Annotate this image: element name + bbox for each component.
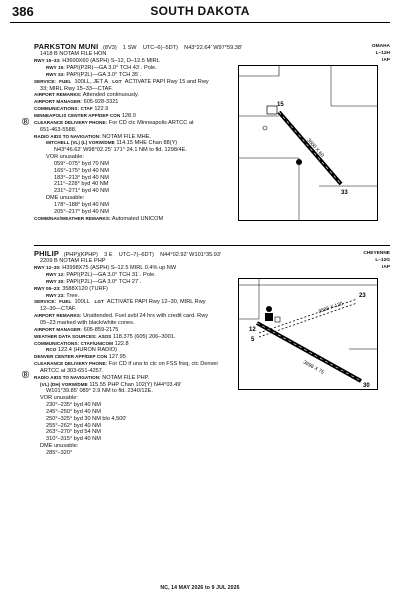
runway-end-15: 15 bbox=[277, 102, 284, 108]
parkston-name: PARKSTON MUNI bbox=[34, 43, 99, 51]
wx-label: COMM/NAV/WEATHER REMARKS: bbox=[34, 215, 111, 221]
rwy-text: PAPI(P2L)—GA 3.0° TCH 31´. Pole. bbox=[66, 272, 156, 279]
rco-text: 122.4 (HURON RADIO) bbox=[57, 347, 117, 354]
parkston-location: 1 SW bbox=[122, 45, 137, 51]
philip-dme-unusable: DME unusable: bbox=[40, 443, 79, 450]
service-label: SERVICE: bbox=[34, 299, 57, 305]
dme-unusable-item: 205°–217° byd 40 NM bbox=[54, 208, 109, 215]
rwy-label: RWY 15–33: bbox=[34, 58, 61, 64]
ctaf-label: CTAF/UNICOM bbox=[80, 340, 114, 346]
parkston-ident: (8V3) bbox=[103, 45, 117, 51]
lgt-text: ACTIVATE PAPI Rwy 15 and Rwy bbox=[124, 78, 209, 85]
vor-unusable-item: 245°–250° byd 40 NM bbox=[46, 408, 101, 415]
philip-diagram-svg bbox=[239, 279, 377, 389]
manager-text: 605-859-2175 bbox=[83, 326, 119, 333]
dme-unusable-item: 285°–320° bbox=[46, 450, 73, 457]
vor-unusable-item: 255°–262° byd 40 NM bbox=[46, 422, 101, 429]
app-text: 127.95 bbox=[108, 354, 126, 361]
rwy-text: PAPI(P2L)—GA 3.0° TCH 27´. bbox=[66, 278, 142, 285]
footer-date: NC, 14 MAY 2026 to 9 JUL 2026 bbox=[160, 585, 240, 591]
vor-unusable-item: 231°–271° byd 40 NM bbox=[54, 188, 109, 195]
parkston-lgt-cont: 33; MIRL Rwy 15–33—CTAF. bbox=[40, 85, 113, 92]
turf-runway-dims: 3588 X 120 bbox=[317, 300, 344, 315]
philip-name: PHILIP bbox=[34, 250, 60, 258]
remarks-text: Unattended. Fuel avbl 24 hrs with credit card. Rwy bbox=[83, 313, 209, 320]
parkston-clnc-cont: 651-463-5588. bbox=[40, 126, 77, 133]
philip-elev-line: 2209 B NOTAM FILE PHP bbox=[40, 258, 106, 265]
ctaf-text: 122.8 bbox=[114, 340, 129, 347]
header-divider bbox=[10, 22, 390, 23]
parkston-app-symbol-icon: Ⓡ bbox=[22, 119, 29, 126]
philip-coords: N44°02.92′ W101°35.93′ bbox=[160, 252, 222, 258]
runway-end-33: 33 bbox=[341, 190, 348, 196]
page-number: 386 bbox=[12, 4, 34, 19]
vor-unusable-item: 211°–228° byd 40 NM bbox=[54, 181, 109, 188]
parkston-title-line bbox=[34, 43, 390, 51]
apron bbox=[265, 313, 273, 321]
service-label: SERVICE: bbox=[34, 78, 57, 84]
rco-label: RCO bbox=[46, 347, 57, 353]
parkston-vor-unusable: VOR unusable: bbox=[46, 154, 84, 161]
lgt-text: ACTIVATE PAPI Rwy 12–30, MIRL Rwy bbox=[106, 299, 206, 306]
radio-text: NOTAM FILE PHP. bbox=[102, 374, 150, 381]
rwy-text: H3600X60 (ASPH) S–12, D–12.5 MIRL bbox=[62, 58, 160, 65]
vor-unusable-item: 230°–235° byd 40 NM bbox=[46, 402, 101, 409]
lgt-label: LGT bbox=[112, 78, 122, 84]
page-header bbox=[0, 0, 400, 22]
vor-label: MITCHELL (VL) (L) VORW/DME bbox=[46, 140, 115, 146]
vor-unusable-item: 310°–315° byd 40 NM bbox=[46, 436, 101, 443]
philip-title-line bbox=[34, 250, 390, 258]
runway-dims: 3600 X 60 bbox=[305, 137, 325, 159]
radio-text: NOTAM FILE MHE. bbox=[102, 133, 151, 140]
rwy-text: 3588X120 (TURF) bbox=[62, 285, 108, 292]
fuel-text: 100LL, JET A bbox=[74, 78, 108, 85]
parkston-coords: N43°22.64′ W97°59.38′ bbox=[184, 45, 243, 51]
philip-lgt-cont: 12–30—CTAF. bbox=[40, 306, 77, 313]
runway-end-23: 23 bbox=[359, 293, 366, 299]
philip-utc: UTC–7(–6DT) bbox=[118, 252, 154, 258]
runway-end-30: 30 bbox=[363, 383, 370, 389]
rwy-label: RWY 12: bbox=[46, 272, 65, 278]
road-line bbox=[239, 66, 279, 76]
asos-label: ASOS bbox=[98, 333, 112, 339]
windsock-icon bbox=[263, 126, 267, 130]
app-label: MINNEAPOLIS CENTER APP/DEP CON bbox=[34, 112, 121, 118]
rwy-label: RWY 15: bbox=[46, 65, 65, 71]
app-text: 128.0 bbox=[121, 112, 136, 119]
fuel-label: FUEL bbox=[59, 78, 72, 84]
runway-12-30 bbox=[257, 323, 361, 381]
comm-label: COMMUNICATIONS: bbox=[34, 106, 80, 112]
remarks-label: AIRPORT REMARKS: bbox=[34, 92, 82, 98]
manager-label: AIRPORT MANAGER: bbox=[34, 99, 83, 105]
apron bbox=[267, 106, 277, 114]
rwy-label: RWY 33: bbox=[46, 71, 65, 77]
rwy-label: RWY 05–23: bbox=[34, 285, 61, 291]
ctaf-text: 122.9 bbox=[94, 106, 109, 113]
parkston-city: OMAHA bbox=[371, 44, 390, 49]
parkston-elev-line: 1418 B NOTAM FILE HON bbox=[40, 51, 107, 58]
parkston-utc: UTC–6(–5DT) bbox=[142, 45, 178, 51]
clnc-label: CLEARANCE DELIVERY PHONE: bbox=[34, 361, 108, 367]
philip-remarks-cont: 05–23 marked with black/white cones. bbox=[40, 319, 135, 326]
rwy-label: RWY 30: bbox=[46, 278, 65, 284]
parkston-chart: L–12H bbox=[375, 51, 390, 57]
fuel-text: 100LL bbox=[74, 299, 90, 306]
parkston-vor-pos: N43°46.62′ W98°02.25′ 171° 24.1 NM to fld. 1298/4E. bbox=[54, 147, 187, 154]
hangar bbox=[275, 317, 280, 322]
philip-chart: L–12G bbox=[375, 258, 390, 264]
manager-text: 605-928-3321 bbox=[83, 99, 119, 106]
philip-vor-unusable: VOR unusable: bbox=[40, 395, 78, 402]
runway-end-12: 12 bbox=[249, 327, 256, 333]
parkston-airport-diagram bbox=[238, 65, 378, 221]
app-label: DENVER CENTER APP/DEP CON bbox=[34, 354, 108, 360]
philip-airport-diagram bbox=[238, 278, 378, 390]
comm-label: COMMUNICATIONS: bbox=[34, 340, 80, 346]
clnc-text: For CD if una to ctc on FSS freq, ctc Denver bbox=[108, 361, 219, 368]
vor-unusable-item: 263°–270° byd 54 NM bbox=[46, 429, 101, 436]
clnc-label: CLEARANCE DELIVERY PHONE: bbox=[34, 119, 108, 125]
rwy-text: Tree. bbox=[66, 292, 80, 299]
vor-label: (VL) (DH) VORW/DME bbox=[40, 381, 88, 387]
vor-unusable-item: 183°–213° byd 40 NM bbox=[54, 174, 109, 181]
philip-location: 3 E bbox=[104, 252, 113, 258]
philip-app-symbol-icon: Ⓡ bbox=[22, 372, 29, 379]
ctaf-label: CTAF bbox=[80, 106, 93, 112]
main-runway-dims: 3998 X 75 bbox=[302, 359, 325, 376]
rwy-text: PAPI(P2L)—GA 3.0° TCH 35´. bbox=[66, 71, 142, 78]
vor-unusable-item: 165°–175° byd 40 NM bbox=[54, 167, 109, 174]
fuel-label: FUEL bbox=[59, 299, 72, 305]
state-title: SOUTH DAKOTA bbox=[150, 4, 250, 18]
vor-unusable-item: 250°–325° byd 30 NM blo 4,500′ bbox=[46, 415, 127, 422]
runway-end-5: 5 bbox=[251, 337, 255, 343]
beacon-icon bbox=[266, 306, 272, 312]
rwy-label: RWY 23: bbox=[46, 292, 65, 298]
clnc-text: For CD ctc Minneapolis ARTCC at bbox=[108, 119, 194, 126]
road-line bbox=[239, 158, 299, 220]
rwy-text: PAPI(P2R)—GA 3.0° TCH 43´. Pole. bbox=[66, 65, 157, 72]
beacon-icon bbox=[296, 159, 302, 165]
parkston-iap: IAP bbox=[382, 58, 390, 64]
rwy-text: H3998X75 (ASPH) S–12.5 MIRL 0.4% up NW bbox=[62, 265, 177, 272]
remarks-text: Attended continuously. bbox=[82, 92, 139, 99]
dme-unusable-item: 178°–188° byd 40 NM bbox=[54, 201, 109, 208]
vor-text: 114.15 MHE Chan 88(Y) bbox=[116, 140, 178, 147]
radio-label: RADIO AIDS TO NAVIGATION: bbox=[34, 133, 101, 139]
parkston-dme-unusable: DME unusable: bbox=[46, 195, 85, 202]
remarks-label: AIRPORT REMARKS: bbox=[34, 313, 82, 319]
philip-rwy1230-line bbox=[34, 265, 390, 272]
lgt-label: LGT bbox=[94, 299, 104, 305]
parkston-diagram-svg bbox=[239, 66, 377, 220]
radio-label: RADIO AIDS TO NAVIGATION: bbox=[34, 374, 101, 380]
manager-label: AIRPORT MANAGER: bbox=[34, 326, 83, 332]
section-divider bbox=[34, 245, 390, 246]
philip-iap: IAP bbox=[382, 265, 390, 271]
wx-text: Automated UNICOM bbox=[111, 215, 164, 222]
weather-label: WEATHER DATA SOURCES: bbox=[34, 333, 97, 339]
weather-text: 118.375 (605) 206–3001. bbox=[112, 333, 176, 340]
road-line bbox=[331, 66, 377, 106]
vor-text: 115.55 PHP Chan 102(Y) N44°03.49′ bbox=[89, 381, 182, 388]
philip-ident: (PHP)(KPHP) bbox=[63, 252, 98, 258]
philip-vor-pos: W101°39.85′ 089° 2.9 NM to fld. 2340/12E. bbox=[46, 388, 153, 395]
philip-clnc-cont: ARTCC at 303-651-4257. bbox=[40, 367, 104, 374]
vor-unusable-item: 059°–075° byd 70 NM bbox=[54, 160, 109, 167]
philip-city: CHEYENNE bbox=[363, 251, 390, 256]
rwy-label: RWY 12–30: bbox=[34, 265, 61, 271]
